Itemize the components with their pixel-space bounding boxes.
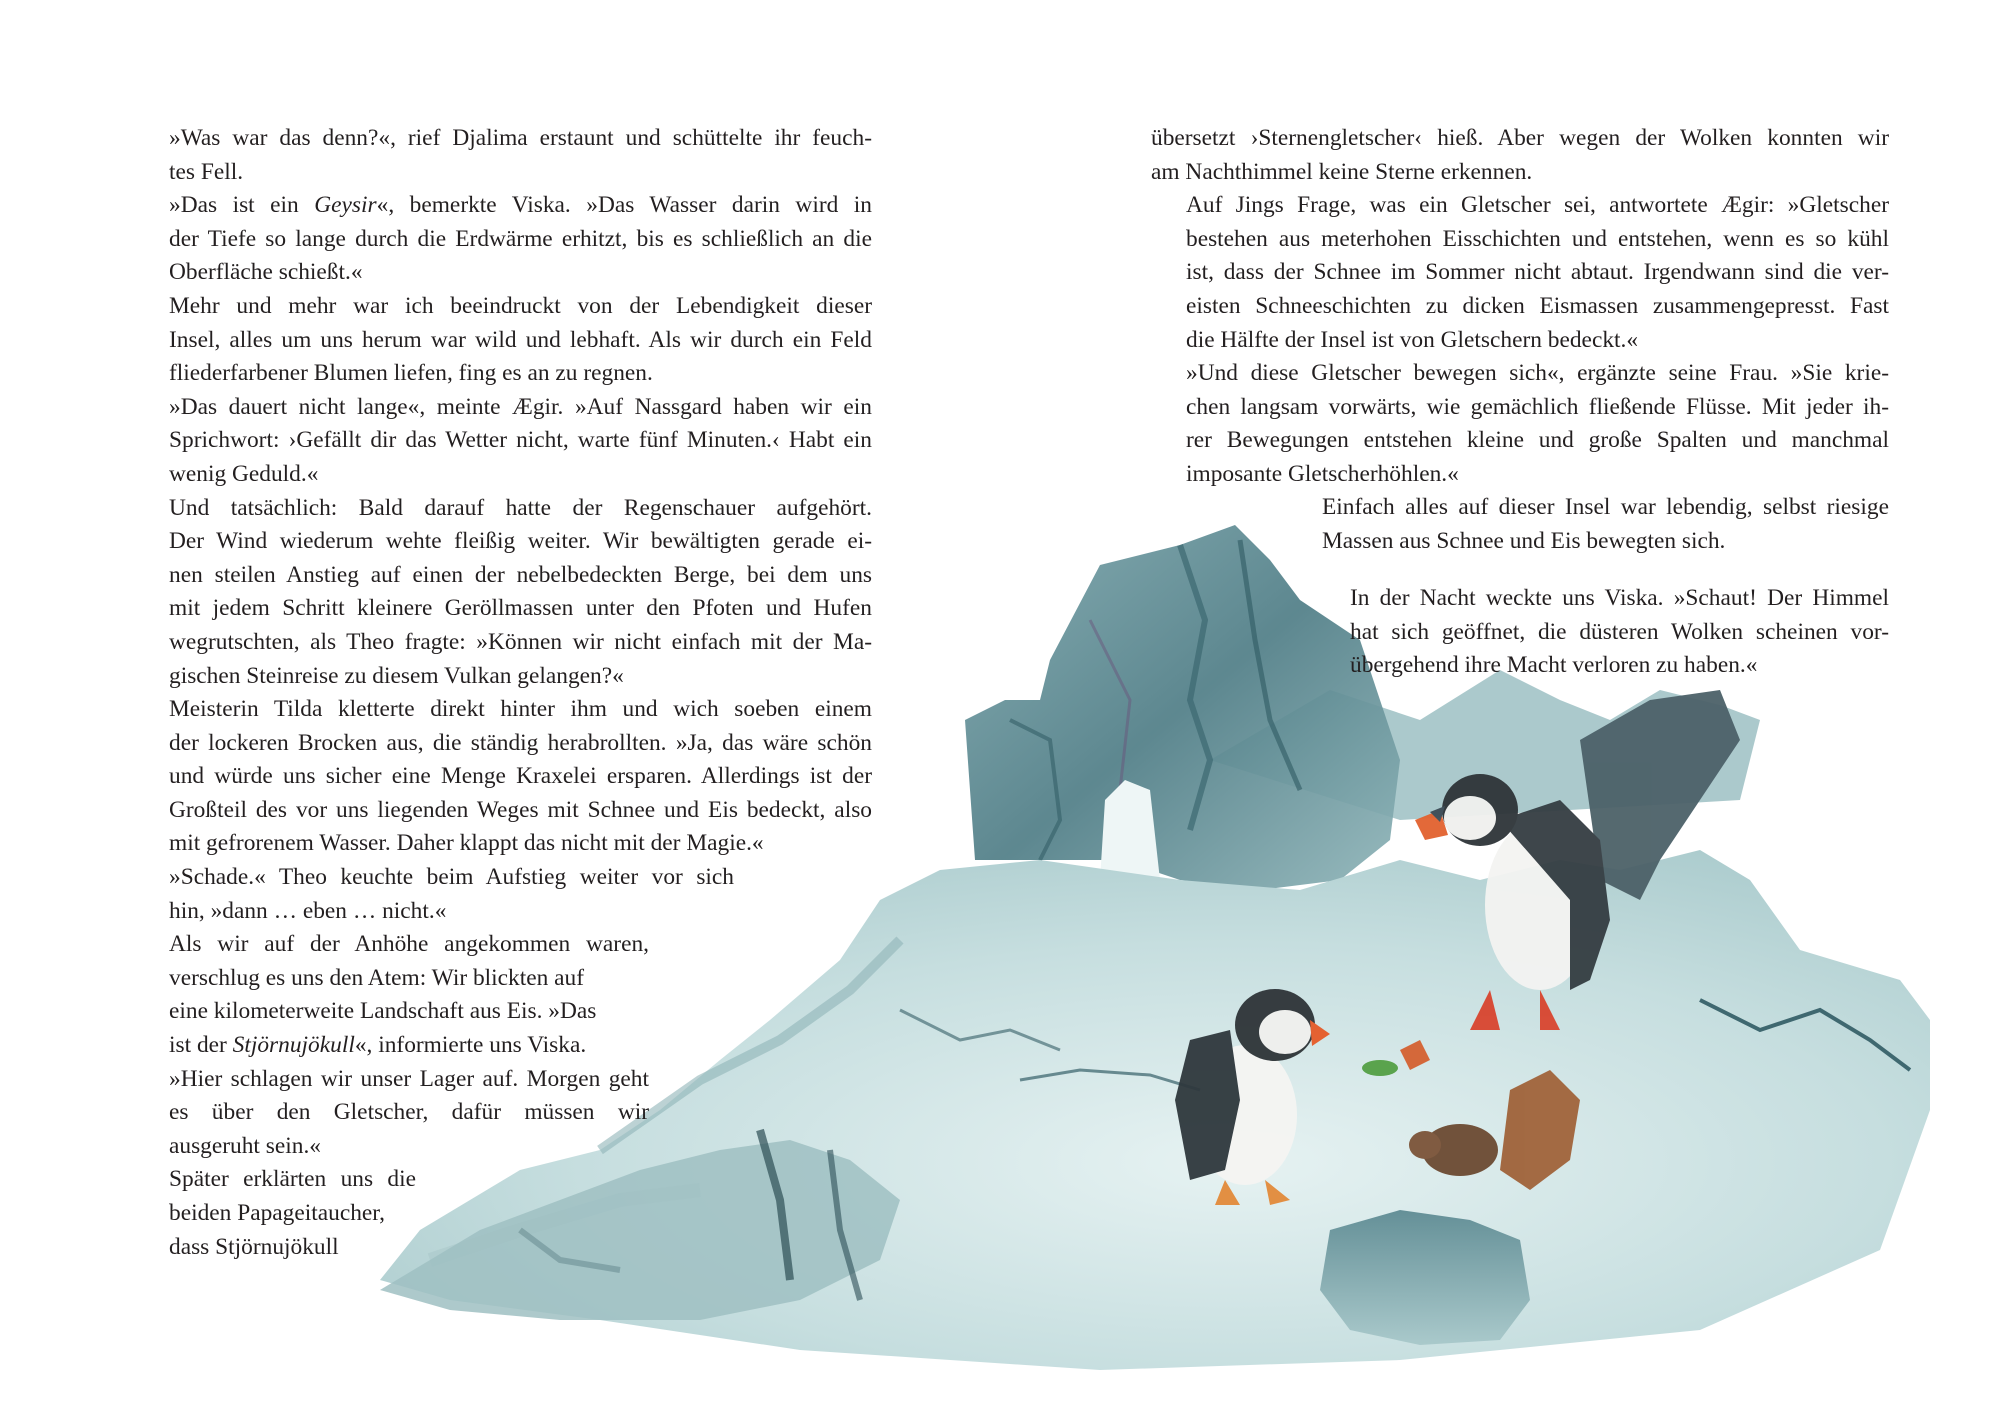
text-line: Sprichwort: ›Gefällt dir das Wetter nicht, warte fünf Minuten.‹ Habt ein [169, 427, 872, 454]
paragraph [134, 693, 872, 861]
ice-rock-formation [965, 525, 1400, 890]
text-line: Oberfläche schießt.« [169, 259, 363, 286]
paragraph [134, 290, 872, 391]
text-line: hin, »dann … eben … nicht.« [169, 897, 447, 924]
text-line: eine kilometerweite Landschaft aus Eis. »Das [169, 998, 597, 1025]
italic-term: Stjörnujökull [232, 1032, 355, 1059]
text-line: »Hier schlagen wir unser Lager auf. Morgen geht [169, 1065, 649, 1092]
text-line: ist, dass der Schnee im Sommer nicht abtaut. Irgendwann sind die ver- [1186, 259, 1889, 286]
text-line: und würde uns sicher eine Menge Kraxelei ersparen. Allerdings ist der [169, 763, 872, 790]
text-line: dass Stjörnujökull [169, 1233, 339, 1260]
text-line: der Tiefe so lange durch die Erdwärme erhitzt, bis es schließlich an die [169, 225, 872, 252]
text-line: ist der Stjörnujökull«, informierte uns Viska. [169, 1032, 587, 1059]
paragraph [1315, 582, 1889, 683]
right-page-text [1151, 122, 1889, 492]
text-line: verschlug es uns den Atem: Wir blickten auf [169, 964, 585, 991]
paragraph [134, 492, 872, 694]
text-line: tes Fell. [169, 158, 244, 185]
paragraph [1151, 189, 1889, 357]
paragraph [134, 928, 872, 1163]
text-line: imposante Gletscherhöhlen.« [1186, 460, 1459, 487]
paragraph [134, 189, 872, 290]
text-line: am Nachthimmel keine Sterne erkennen. [1151, 158, 1533, 185]
paragraph [1151, 357, 1889, 491]
text-line: Insel, alles um uns herum war wild und lebhaft. Als wir durch ein Feld [169, 326, 872, 353]
green-berry [1362, 1060, 1398, 1076]
left-page-text [134, 122, 872, 1264]
text-line: Einfach alles auf dieser Insel war lebendig, selbst riesige [1322, 494, 1889, 520]
text-line: die Hälfte der Insel ist von Gletschern bedeckt.« [1186, 326, 1639, 353]
text-line: übergehend ihre Macht verloren zu haben.« [1350, 652, 1758, 679]
text-line: Massen aus Schnee und Eis bewegten sich. [1322, 527, 1726, 554]
text-line: Großteil des vor uns liegenden Weges mit Schnee und Eis bedeckt, also [169, 796, 872, 823]
text-line: eisten Schneeschichten zu dicken Eismassen zusammengepresst. Fast [1186, 292, 1889, 319]
paragraph [134, 391, 872, 492]
text-line: rer Bewegungen entstehen kleine und große Spalten und manchmal [1186, 427, 1889, 454]
text-line: Und tatsächlich: Bald darauf hatte der Regenschauer aufgehört. [169, 494, 872, 521]
text-line: Später erklärten uns die [169, 1166, 416, 1193]
text-line: gischen Steinreise zu diesem Vulkan gelangen?« [169, 662, 624, 689]
text-line: beiden Papageitaucher, [169, 1200, 385, 1226]
text-line: Auf Jings Frage, was ein Gletscher sei, antwortete Ægir: »Gletscher [1186, 192, 1889, 219]
text-line: Mehr und mehr war ich beeindruckt von der Lebendigkeit dieser [169, 292, 872, 319]
text-line: nen steilen Anstieg auf einen der nebelbedeckten Berge, bei dem uns [169, 561, 872, 588]
paragraph [1287, 491, 1889, 558]
text-line: chen langsam vorwärts, wie gemächlich fließende Flüsse. Mit jeder ih- [1186, 393, 1889, 420]
right-page-text-continued [1287, 491, 1889, 558]
text-line: fliederfarbener Blumen liefen, fing es an zu regnen. [169, 360, 653, 387]
right-page-night-paragraph [1315, 582, 1889, 683]
text-line: »Schade.« Theo keuchte beim Aufstieg weiter vor sich [169, 864, 734, 891]
text-line: Meisterin Tilda kletterte direkt hinter ihm und wich soeben einem [169, 696, 872, 723]
text-line: mit jedem Schritt kleinere Geröllmassen unter den Pfoten und Hufen [169, 595, 872, 622]
text-line: »Was war das denn?«, rief Djalima erstaunt und schüttelte ihr feuch- [169, 125, 872, 151]
italic-term: Geysir [314, 192, 377, 219]
paragraph [1151, 122, 1889, 189]
text-line: wegrutschten, als Theo fragte: »Können wir nicht einfach mit der Ma- [169, 628, 872, 655]
paragraph [134, 122, 872, 189]
text-line: mit gefrorenem Wasser. Daher klappt das nicht mit der Magie.« [169, 830, 764, 857]
text-line: »Und diese Gletscher bewegen sich«, ergänzte seine Frau. »Sie krie- [1186, 360, 1889, 387]
text-line: der lockeren Brocken aus, die ständig herabrollten. »Ja, das wäre schön [169, 729, 872, 756]
text-line: In der Nacht weckte uns Viska. »Schaut! Der Himmel [1350, 585, 1889, 611]
text-line: hat sich geöffnet, die düsteren Wolken scheinen vor- [1350, 618, 1889, 645]
text-line: übersetzt ›Sternengletscher‹ hieß. Aber wegen der Wolken konnten wir [1151, 125, 1889, 151]
text-line: wenig Geduld.« [169, 460, 319, 487]
text-line: Als wir auf der Anhöhe angekommen waren, [169, 931, 649, 958]
text-line: bestehen aus meterhohen Eisschichten und entstehen, wenn es so kühl [1186, 225, 1889, 252]
text-line: ausgeruht sein.« [169, 1132, 322, 1159]
text-line: »Das dauert nicht lange«, meinte Ægir. »Auf Nassgard haben wir ein [169, 393, 872, 420]
paragraph [134, 861, 872, 928]
paragraph [134, 1163, 872, 1264]
text-line: es über den Gletscher, dafür müssen wir [169, 1099, 649, 1126]
text-line: Der Wind wiederum wehte fleißig weiter. Wir bewältigten gerade ei- [169, 528, 872, 555]
text-line: »Das ist ein Geysir«, bemerkte Viska. »Das Wasser darin wird in [169, 192, 873, 219]
